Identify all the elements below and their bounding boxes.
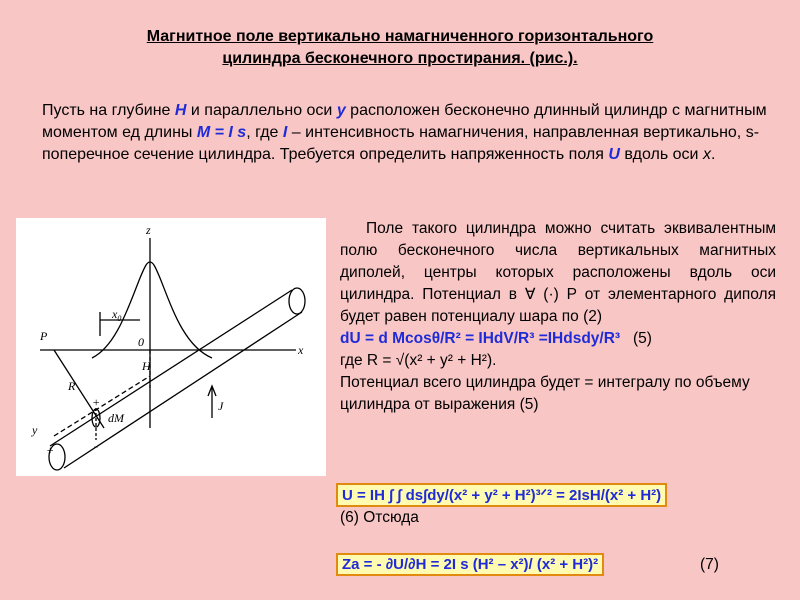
j-label: J xyxy=(218,399,224,413)
formula-7-box: Za = - ∂U/∂H = 2I s (H² – x²)/ (x² + H²)² xyxy=(336,553,604,576)
formula-5-number: (5) xyxy=(633,330,652,347)
intro-paragraph xyxy=(42,100,782,166)
plus-sign-end: + xyxy=(46,443,55,457)
intro-text: . xyxy=(710,146,716,163)
intro-text: – интенсивность намагничения, направленная вертикально, s- поперечное сечение цилиндра. Требуется определить напряженность поля xyxy=(42,124,760,163)
title-line-1: Магнитное поле вертикально намагниченного горизонтального xyxy=(146,28,654,45)
axis-x-symbol: x xyxy=(702,146,711,163)
intro-text: и параллельно оси xyxy=(186,102,337,119)
x0-label: $x_0$ xyxy=(112,307,122,323)
r-label: R xyxy=(68,379,76,393)
minus-sign: - xyxy=(94,439,98,453)
formula-7-number: (7) xyxy=(700,556,719,573)
origin-label: 0 xyxy=(138,335,144,349)
h-label: H xyxy=(142,359,151,373)
anomaly-curve xyxy=(92,262,212,358)
page-title xyxy=(0,26,800,70)
cylinder-diagram xyxy=(16,218,326,476)
p-label: P xyxy=(40,329,48,343)
field-symbol: U xyxy=(608,146,620,163)
dm-label: dM xyxy=(108,411,124,425)
intro-text: вдоль оси xyxy=(619,146,703,163)
x-axis-label: x xyxy=(298,343,304,357)
formula-6-box: U = IH ∫ ∫ ds∫dy/(x² + y² + H²)³ᐟ² = 2IsH/(x² + H²) xyxy=(336,483,667,507)
right-text-block xyxy=(340,218,776,416)
z-label: z xyxy=(146,223,151,237)
paragraph-integral: Потенциал всего цилиндра будет = интегралу по объему цилиндра от выражения (5) xyxy=(340,374,750,413)
intro-text: , где xyxy=(246,124,283,141)
radius-line xyxy=(54,350,104,428)
intensity-symbol: I xyxy=(282,124,288,141)
cylinder-figure xyxy=(16,218,326,476)
paragraph-equivalence: Поле такого цилиндра можно считать эквивалентным полю бесконечного числа вертикальных магнитных диполей, центры которых расположены вдоль оси цилиндра. Потенциал в ∀ (·) Р от элементарного диполя будет равен потенциалу шара по (2) xyxy=(340,220,776,325)
y-label: y xyxy=(32,423,38,437)
cylinder-edge-top xyxy=(50,290,292,446)
formula-5: dU = d Mcosθ/R² = IHdV/R³ =IHdsdy/R³ xyxy=(340,330,621,347)
plus-sign: + xyxy=(92,395,101,409)
moment-formula: M = I s xyxy=(196,124,247,141)
radius-definition: где R = √(x² + y² + H²). xyxy=(340,352,497,369)
formula-5-line xyxy=(340,328,776,350)
formula-6-number: (6) Отсюда xyxy=(340,509,419,526)
axis-y-symbol: y xyxy=(336,102,346,119)
depth-symbol: H xyxy=(174,102,187,119)
intro-text: Пусть на глубине xyxy=(42,102,175,119)
title-line-2: цилиндра бесконечного простирания. (рис.). xyxy=(222,50,578,67)
intro-text: расположен бесконечно длинный цилиндр с магнитным моментом ед длины xyxy=(42,102,767,141)
cylinder-far-end xyxy=(289,288,305,314)
